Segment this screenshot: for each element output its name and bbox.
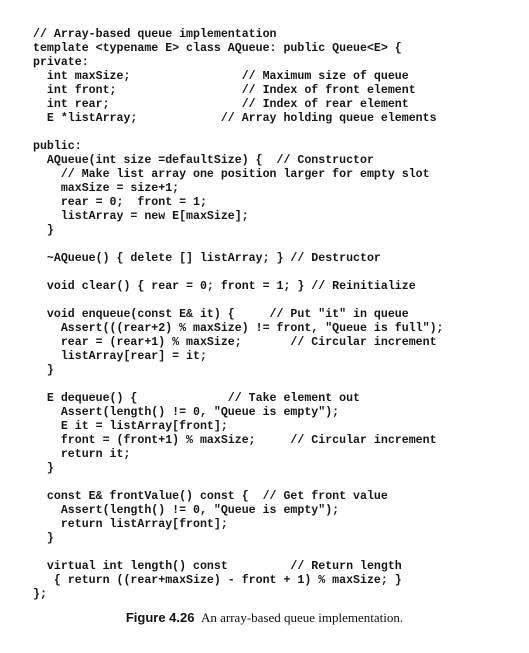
code-line bbox=[33, 546, 444, 560]
code-listing bbox=[33, 28, 444, 602]
code-line: listArray = new E[maxSize]; bbox=[33, 210, 249, 223]
code-line: private: bbox=[33, 56, 89, 69]
code-line bbox=[33, 126, 444, 140]
code-line: } bbox=[33, 224, 54, 237]
code-line: // Array-based queue implementation bbox=[33, 28, 277, 41]
code-line: return listArray[front]; bbox=[33, 518, 228, 531]
code-line: Assert(length() != 0, "Queue is empty"); bbox=[33, 504, 340, 517]
code-line bbox=[33, 238, 444, 252]
code-line: } bbox=[33, 364, 54, 377]
code-line: } bbox=[33, 462, 54, 475]
code-line: { return ((rear+maxSize) - front + 1) % maxSize; } bbox=[33, 574, 402, 587]
code-line: E it = listArray[front]; bbox=[33, 420, 228, 433]
figure-label: Figure 4.26 bbox=[125, 610, 195, 625]
code-line: rear = 0; front = 1; bbox=[33, 196, 207, 209]
figure-caption bbox=[0, 610, 529, 626]
figure-caption-text: An array-based queue implementation. bbox=[200, 610, 404, 625]
code-line bbox=[33, 476, 444, 490]
code-line: front = (front+1) % maxSize; // Circular increment bbox=[33, 434, 437, 447]
code-line: ~AQueue() { delete [] listArray; } // Destructor bbox=[33, 252, 381, 265]
code-line: template <typename E> class AQueue: public Queue<E> { bbox=[33, 42, 402, 55]
code-line bbox=[33, 378, 444, 392]
code-line: E *listArray; // Array holding queue elements bbox=[33, 112, 437, 125]
code-line: void enqueue(const E& it) { // Put "it" in queue bbox=[33, 308, 409, 321]
code-line: int front; // Index of front element bbox=[33, 84, 416, 97]
code-line bbox=[33, 266, 444, 280]
code-line bbox=[33, 294, 444, 308]
code-line: E dequeue() { // Take element out bbox=[33, 392, 360, 405]
code-line: return it; bbox=[33, 448, 131, 461]
code-line: int maxSize; // Maximum size of queue bbox=[33, 70, 409, 83]
code-line: // Make list array one position larger for empty slot bbox=[33, 168, 430, 181]
code-line: maxSize = size+1; bbox=[33, 182, 180, 195]
code-line: AQueue(int size =defaultSize) { // Constructor bbox=[33, 154, 374, 167]
code-line: public: bbox=[33, 140, 82, 153]
code-line: virtual int length() const // Return length bbox=[33, 560, 402, 573]
code-line: rear = (rear+1) % maxSize; // Circular increment bbox=[33, 336, 437, 349]
code-line: listArray[rear] = it; bbox=[33, 350, 207, 363]
code-line: } bbox=[33, 532, 54, 545]
code-line: Assert(((rear+2) % maxSize) != front, "Queue is full"); bbox=[33, 322, 444, 335]
code-line: const E& frontValue() const { // Get front value bbox=[33, 490, 388, 503]
code-line: void clear() { rear = 0; front = 1; } // Reinitialize bbox=[33, 280, 416, 293]
code-line: Assert(length() != 0, "Queue is empty"); bbox=[33, 406, 340, 419]
code-line: }; bbox=[33, 588, 47, 601]
code-line: int rear; // Index of rear element bbox=[33, 98, 409, 111]
